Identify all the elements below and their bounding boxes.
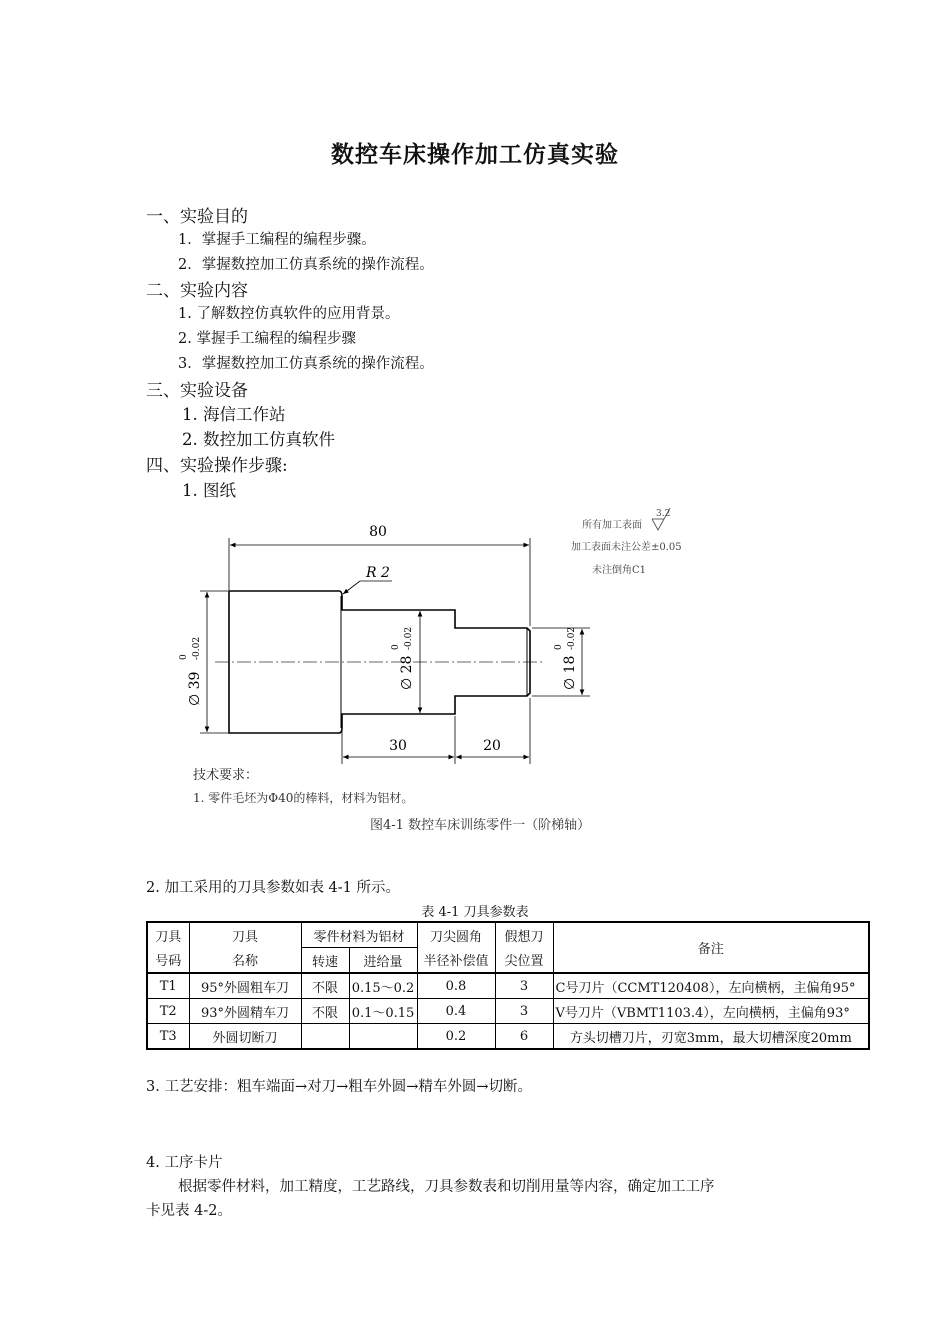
dim-total-label: 80 — [369, 524, 387, 540]
note-chamfer: 未注倒角C1 — [592, 565, 647, 576]
step-3-text: 3. 工艺安排：粗车端面→对刀→粗车外圆→精车外圆→切断。 — [146, 1079, 533, 1095]
section-heading-content: 二、实验内容 — [146, 281, 248, 301]
equipment-item-1: 1. 海信工作站 — [182, 405, 286, 424]
step-4-heading: 4. 工序卡片 — [146, 1155, 223, 1171]
cell-feed: 0.15～0.2 — [349, 973, 417, 999]
content-item-2: 2. 掌握手工编程的编程步骤 — [178, 331, 356, 347]
cell-feed — [349, 1024, 417, 1050]
section-heading-equipment: 三、实验设备 — [146, 381, 248, 401]
header-note: 备注 — [553, 922, 869, 973]
dia-small-label: ∅ 18 — [562, 655, 578, 690]
section-heading-purpose: 一、实验目的 — [146, 207, 248, 227]
page-title: 数控车床操作加工仿真实验 — [331, 142, 619, 168]
table-row — [147, 1024, 869, 1050]
header-pos-1: 假想刀 — [495, 922, 553, 948]
header-name-1: 刀具 — [189, 922, 301, 948]
table-header-row-1 — [147, 922, 869, 948]
dia-small-tol-lower: -0.02 — [567, 626, 577, 650]
step-4-paragraph-line-1: 根据零件材料，加工精度，工艺路线，刀具参数表和切削用量等内容，确定加工工序 — [178, 1179, 715, 1195]
dia-mid-tol-lower: -0.02 — [404, 626, 414, 650]
note-tolerance: 加工表面未注公差±0.05 — [571, 542, 682, 553]
cell-feed: 0.1～0.15 — [349, 999, 417, 1024]
dia-big-tol-upper: 0 — [179, 654, 189, 660]
cell-speed — [301, 1024, 349, 1050]
step-2-text: 2. 加工采用的刀具参数如表 4-1 所示。 — [146, 880, 401, 896]
cell-speed: 不限 — [301, 973, 349, 999]
tool-parameter-table — [146, 921, 870, 1050]
dim-len-mid-label: 30 — [389, 738, 407, 754]
header-pos-2: 尖位置 — [495, 948, 553, 974]
purpose-item-2: 2．掌握数控加工仿真系统的操作流程。 — [178, 257, 434, 273]
cell-note: 方头切槽刀片，刃宽3mm，最大切槽深度20mm — [553, 1024, 869, 1050]
cell-code: T1 — [147, 973, 189, 999]
header-material: 零件材料为铝材 — [301, 922, 417, 948]
cell-radius: 0.2 — [417, 1024, 495, 1050]
radius-label: R 2 — [366, 565, 390, 581]
figure-caption: 图4-1 数控车床训练零件一（阶梯轴） — [370, 818, 591, 833]
tech-req-title: 技术要求： — [193, 768, 259, 783]
equipment-item-2: 2. 数控加工仿真软件 — [182, 430, 335, 449]
cell-pos: 3 — [495, 973, 553, 999]
dia-big-tol-lower: -0.02 — [192, 636, 202, 660]
cell-pos: 3 — [495, 999, 553, 1024]
cell-code: T3 — [147, 1024, 189, 1050]
dim-len-small-label: 20 — [483, 738, 501, 754]
header-radius-1: 刀尖圆角 — [417, 922, 495, 948]
table-caption: 表 4-1 刀具参数表 — [421, 905, 529, 920]
header-code-2: 号码 — [147, 948, 189, 974]
dia-mid-label: ∅ 28 — [399, 655, 415, 690]
cell-note: V号刀片（VBMT1103.4），左向横柄，主偏角93° — [553, 999, 869, 1024]
section-heading-steps: 四、实验操作步骤: — [146, 456, 288, 476]
roughness-value: 3.2 — [656, 509, 671, 519]
note-all-surfaces: 所有加工表面 — [582, 520, 642, 531]
cell-pos: 6 — [495, 1024, 553, 1050]
header-name-2: 名称 — [189, 948, 301, 974]
cell-radius: 0.4 — [417, 999, 495, 1024]
cell-speed: 不限 — [301, 999, 349, 1024]
header-speed: 转速 — [301, 948, 349, 974]
step-4-paragraph-line-2: 卡见表 4-2。 — [146, 1203, 232, 1219]
dia-big-label: ∅ 39 — [187, 671, 203, 706]
tech-req-item-1: 1. 零件毛坯为Φ40的棒料，材料为铝材。 — [193, 791, 414, 805]
cell-name: 95°外圆粗车刀 — [189, 973, 301, 999]
dia-small-tol-upper: 0 — [554, 644, 564, 650]
header-feed: 进给量 — [349, 948, 417, 974]
content-item-3: 3．掌握数控加工仿真系统的操作流程。 — [178, 356, 434, 372]
header-code-1: 刀具 — [147, 922, 189, 948]
header-radius-2: 半径补偿值 — [417, 948, 495, 974]
purpose-item-1: 1．掌握手工编程的编程步骤。 — [178, 232, 376, 248]
dia-mid-tol-upper: 0 — [391, 644, 401, 650]
table-row — [147, 973, 869, 999]
cell-note: C号刀片（CCMT120408），左向横柄，主偏角95° — [553, 973, 869, 999]
content-item-1: 1. 了解数控仿真软件的应用背景。 — [178, 306, 400, 322]
cell-code: T2 — [147, 999, 189, 1024]
cell-name: 外圆切断刀 — [189, 1024, 301, 1050]
table-row — [147, 999, 869, 1024]
steps-item-1: 1. 图纸 — [182, 481, 236, 500]
cell-name: 93°外圆精车刀 — [189, 999, 301, 1024]
cell-radius: 0.8 — [417, 973, 495, 999]
